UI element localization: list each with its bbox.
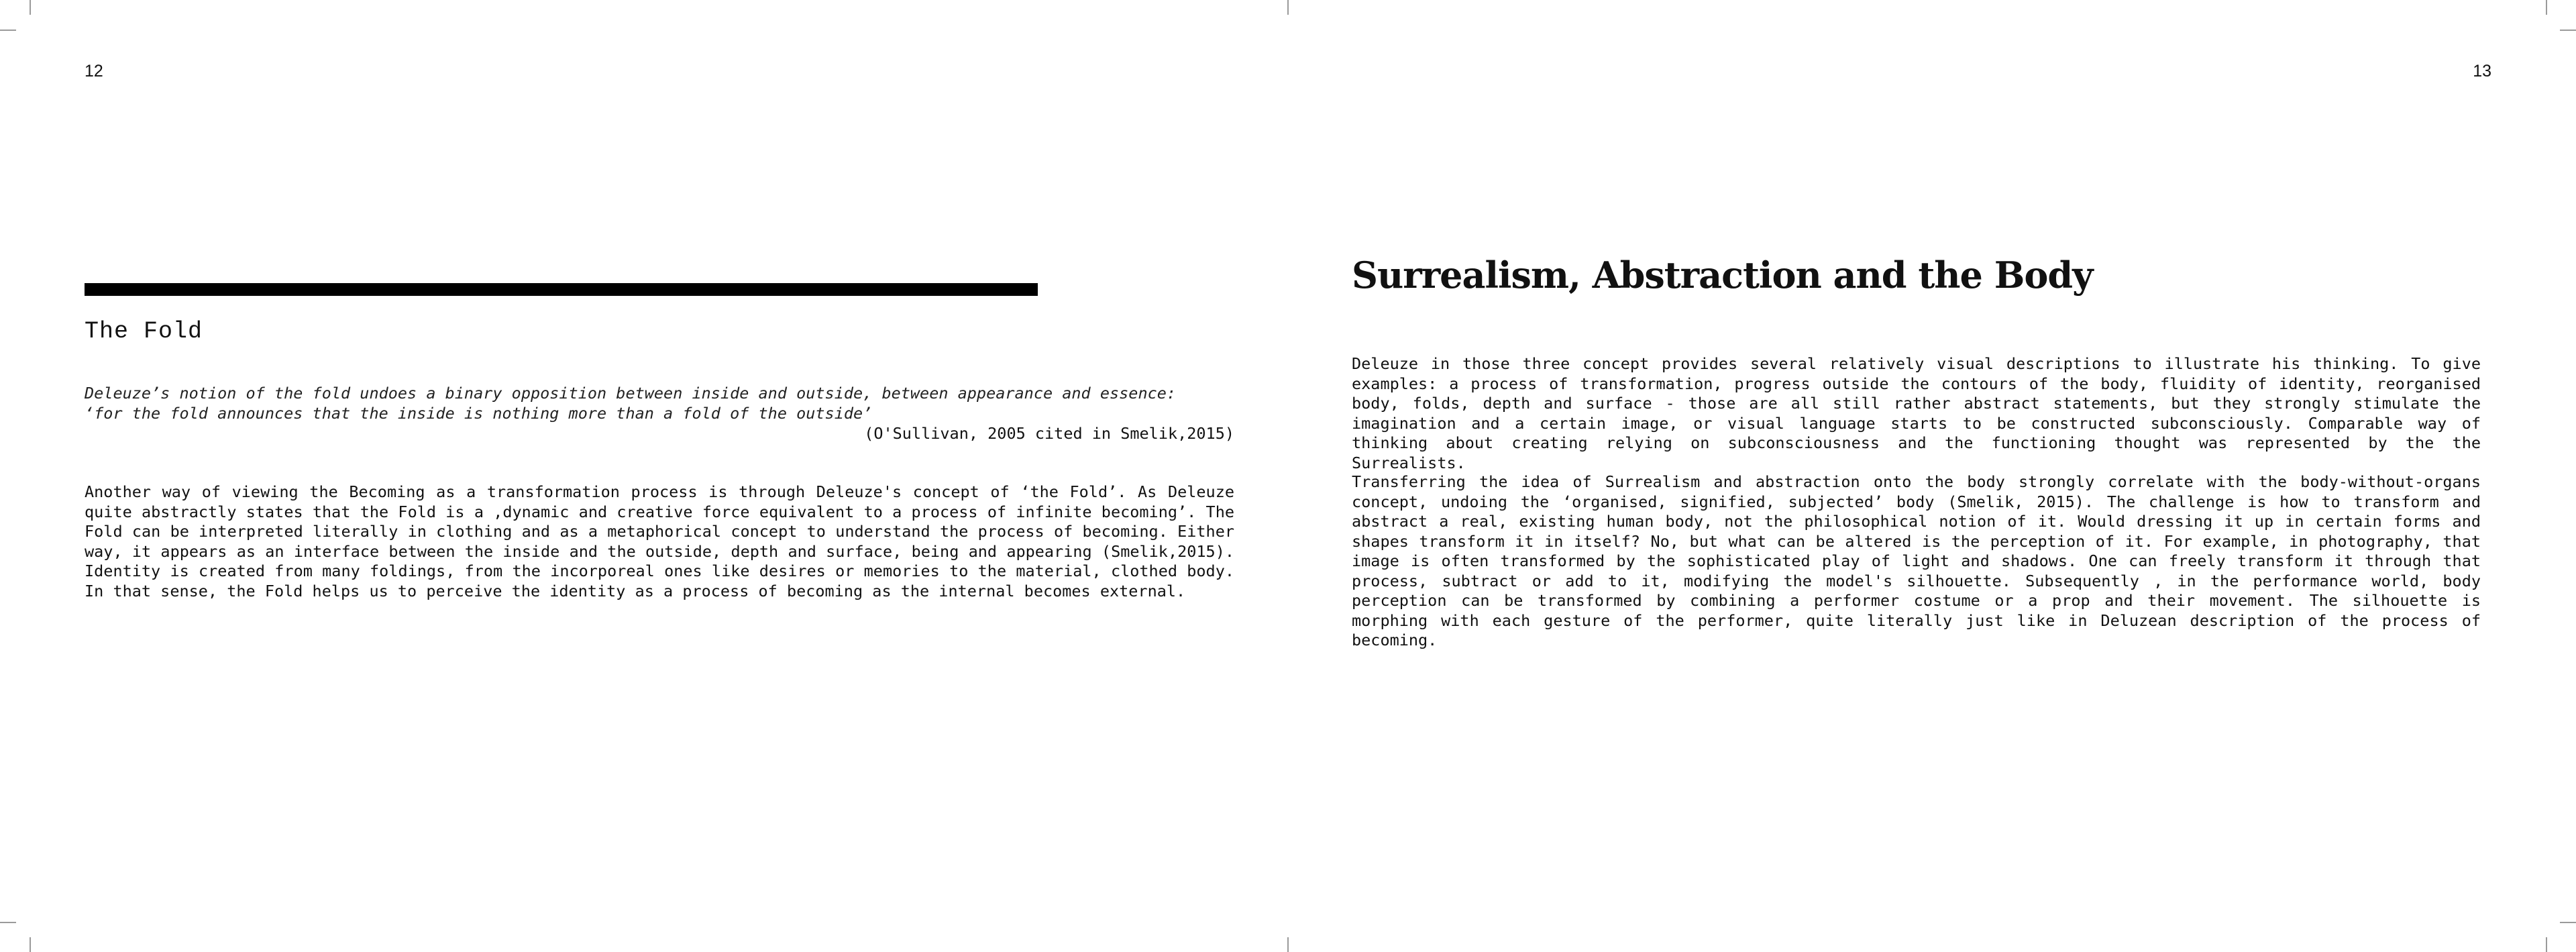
chapter-title: Surrealism, Abstraction and the Body [1352,254,2093,297]
crop-mark [2546,0,2547,15]
crop-mark [1287,937,1289,952]
crop-mark [0,30,16,31]
heading-rule [85,283,1038,296]
body-paragraph: Transferring the idea of Surrealism and abstraction onto the body strongly correlate with the body-without-organs concept, undoing the ‘organised, signified, subjected’ body (Smelik, 2015). The challenge is how to transform and abstract a real, existing human body, not the philosophical notion of it. Would dressing it up in certain forms and shapes transform it in itself? No, but what can be altered is the perception of it. For example, in photography, that image is often transformed by the sophisticated play of light and shadows. One can freely transform it through that process, subtract or add to it, modifying the model's silhouette. Subsequently , in the performance world, body perception can be transformed by combining a performer costume or a prop and their movement. The silhouette is morphing with each gesture of the performer, quite literally just like in Deluzean description of the process of becoming. [1352,472,2481,649]
quote-line: ‘for the fold announces that the inside is nothing more than a fold of the outside’ [85,403,873,423]
crop-mark [2560,922,2576,923]
quote-line: Deleuze’s notion of the fold undoes a binary opposition between inside and outside, between appearance and essence: [85,384,1177,403]
body-paragraph: Another way of viewing the Becoming as a transformation process is through Deleuze's concept of ‘the Fold’. As Deleuze quite abstractly states that the Fold is a ‚dynamic and creative force equivalent to a process of infinite becoming’. The Fold can be interpreted literally in clothing and as a metaphorical concept to understand the process of becoming. Either way, it appears as an interface between the inside and the outside, depth and surface, being and appearing (Smelik,2015). Identity is created from many foldings, from the incorporeal ones like desires or memories to the material, clothed body. In that sense, the Fold helps us to perceive the identity as a process of becoming as the internal becomes external. [85,482,1234,600]
crop-mark [0,922,16,923]
page-number-right: 13 [2473,62,2491,81]
crop-mark [30,937,31,952]
epigraph-quote [85,384,1234,423]
crop-mark [2560,30,2576,31]
crop-mark [1287,0,1289,15]
section-heading-the-fold: The Fold [85,318,203,345]
page-number-left: 12 [85,62,103,81]
crop-mark [2546,937,2547,952]
quote-citation: (O'Sullivan, 2005 cited in Smelik,2015) [864,424,1234,443]
crop-mark [30,0,31,15]
body-paragraph: Deleuze in those three concept provides several relatively visual descriptions to illustrate his thinking. To give examples: a process of transformation, progress outside the contours of the body, fluidity of identity, reorganised body, folds, depth and surface - those are all still rather abstract statements, but they strongly stimulate the imagination and a certain image, or visual language starts to be constructed subconsciously. Comparable way of thinking about creating relying on subconsciousness and the functioning thought was represented by the the Surrealists. [1352,354,2481,472]
